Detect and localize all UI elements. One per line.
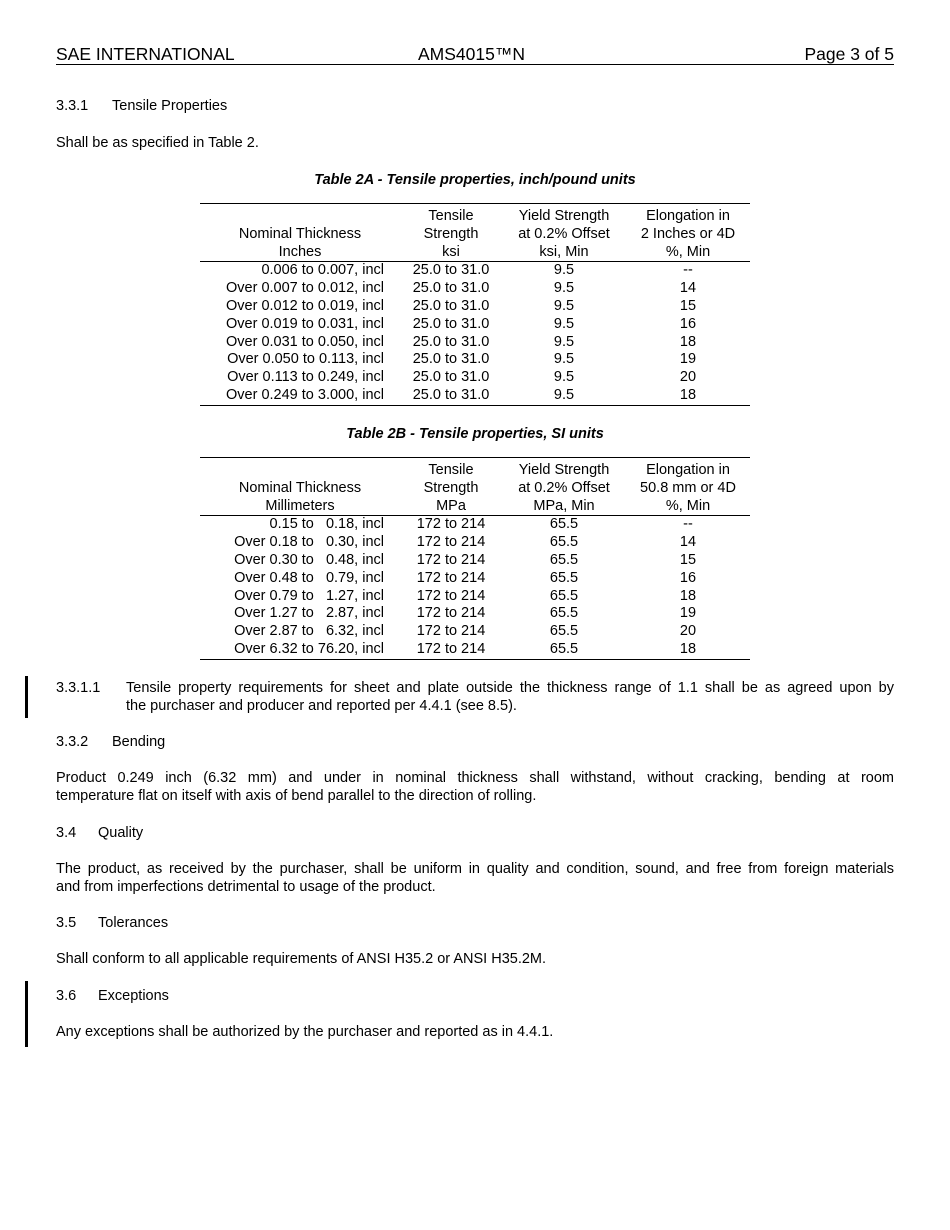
section-3-5-body: Shall conform to all applicable requirements of ANSI H35.2 or ANSI H35.2M. xyxy=(56,951,547,967)
table-header-row xyxy=(200,480,750,498)
table-cell: 0.006 to 0.007, incl xyxy=(261,262,384,279)
table-cell: 65.5 xyxy=(549,534,579,551)
table-row xyxy=(200,262,750,280)
column-header: Elongation in xyxy=(646,208,730,224)
section-3-3-1-heading xyxy=(56,97,227,115)
section-number: 3.6 xyxy=(56,988,77,1004)
table-2b-body xyxy=(200,516,750,659)
column-header: Yield Strength xyxy=(518,208,610,224)
column-header: %, Min xyxy=(626,498,750,516)
table-cell: 9.5 xyxy=(553,369,575,386)
table-cell: 18 xyxy=(626,387,750,405)
paragraph-line: temperature flat on itself with axis of bend parallel to the direction of rolling. xyxy=(56,788,537,804)
table-cell: 172 to 214 xyxy=(400,641,502,659)
table-cell: 15 xyxy=(679,551,697,568)
column-header: Strength xyxy=(423,225,479,242)
table-2a-caption: Table 2A - Tensile properties, inch/pound units xyxy=(314,172,636,188)
table-row xyxy=(200,570,750,588)
table-row xyxy=(200,605,750,623)
table-cell: Over 0.012 to 0.019, incl xyxy=(226,297,384,314)
table-cell: Over 6.32 to 76.20, incl xyxy=(200,641,400,659)
column-header: 2 Inches or 4D xyxy=(640,225,736,242)
header-org: SAE INTERNATIONAL xyxy=(56,44,235,64)
table-cell: -- xyxy=(683,516,693,533)
header-doc-number: AMS4015™N xyxy=(418,44,525,64)
table-row xyxy=(200,534,750,552)
table-cell: 65.5 xyxy=(549,516,579,533)
section-title: Quality xyxy=(98,825,144,841)
table-2a-body xyxy=(200,262,750,405)
section-title: Bending xyxy=(112,734,166,750)
section-3-4-heading xyxy=(56,824,143,842)
section-3-3-1-body: Shall be as specified in Table 2. xyxy=(56,135,259,151)
table-cell: Over 0.007 to 0.012, incl xyxy=(226,280,384,297)
table-row xyxy=(200,516,750,534)
table-cell: 65.5 xyxy=(502,641,626,659)
table-cell: Over 0.050 to 0.113, incl xyxy=(227,351,384,368)
section-3-4-body xyxy=(56,860,894,896)
column-header: Strength xyxy=(423,479,479,496)
table-cell: 20 xyxy=(679,369,697,386)
section-number: 3.3.1.1 xyxy=(56,680,101,696)
table-2a xyxy=(200,203,750,406)
page-header xyxy=(56,44,894,65)
table-cell: Over 1.27 to 2.87, incl xyxy=(234,605,384,622)
change-bar xyxy=(25,981,28,1047)
section-number: 3.4 xyxy=(56,825,77,841)
table-cell: 18 xyxy=(679,333,697,350)
column-header: Inches xyxy=(200,244,400,262)
section-number: 3.5 xyxy=(56,915,77,931)
table-2b xyxy=(200,457,750,660)
column-header xyxy=(200,208,400,226)
section-3-6-body: Any exceptions shall be authorized by the purchaser and reported as in 4.4.1. xyxy=(56,1024,554,1040)
table-cell: 16 xyxy=(679,569,697,586)
table-cell: 14 xyxy=(679,534,697,551)
table-cell: Over 0.79 to 1.27, incl xyxy=(234,587,384,604)
table-cell: 65.5 xyxy=(549,605,579,622)
table-cell: 18 xyxy=(626,641,750,659)
table-cell: Over 0.019 to 0.031, incl xyxy=(226,315,384,332)
table-cell: 9.5 xyxy=(553,333,575,350)
column-header: Tensile xyxy=(428,462,474,478)
table-cell: 25.0 to 31.0 xyxy=(412,333,490,350)
table-cell: 9.5 xyxy=(553,297,575,314)
section-3-3-2-body xyxy=(56,769,894,805)
table-row xyxy=(200,369,750,387)
table-2b-header xyxy=(200,458,750,516)
table-cell: 172 to 214 xyxy=(416,551,486,568)
table-header-row xyxy=(200,208,750,226)
column-header: Nominal Thickness xyxy=(238,225,362,242)
table-cell: 25.0 to 31.0 xyxy=(412,315,490,332)
section-3-5-heading xyxy=(56,914,168,932)
table-cell: 172 to 214 xyxy=(416,623,486,640)
table-cell: 9.5 xyxy=(502,387,626,405)
table-cell: 25.0 to 31.0 xyxy=(412,369,490,386)
paragraph-line: The product, as received by the purchaser, shall be uniform in quality and condition, sound, and free from foreign materials xyxy=(56,861,894,877)
column-header: Tensile xyxy=(428,208,474,224)
table-cell: 9.5 xyxy=(553,315,575,332)
table-cell: 172 to 214 xyxy=(416,516,486,533)
table-cell: 172 to 214 xyxy=(416,605,486,622)
table-cell: 25.0 to 31.0 xyxy=(412,262,490,279)
table-cell: 9.5 xyxy=(553,351,575,368)
table-cell: 65.5 xyxy=(549,587,579,604)
table-cell: 65.5 xyxy=(549,551,579,568)
table-cell: Over 0.48 to 0.79, incl xyxy=(234,569,384,586)
column-header: at 0.2% Offset xyxy=(518,225,610,242)
column-header: Elongation in xyxy=(646,462,730,478)
table-cell: 65.5 xyxy=(549,569,579,586)
column-header: Nominal Thickness xyxy=(238,479,362,496)
table-cell: 25.0 to 31.0 xyxy=(412,351,490,368)
table-row xyxy=(200,351,750,369)
table-cell: 16 xyxy=(679,315,697,332)
table-header-row xyxy=(200,462,750,480)
table-row xyxy=(200,316,750,334)
column-header: MPa xyxy=(400,498,502,516)
column-header: MPa, Min xyxy=(502,498,626,516)
table-cell: Over 0.18 to 0.30, incl xyxy=(234,534,384,551)
column-header: Millimeters xyxy=(200,498,400,516)
table-row xyxy=(200,552,750,570)
header-page-number: Page 3 of 5 xyxy=(804,44,894,64)
table-cell: Over 0.30 to 0.48, incl xyxy=(234,551,384,568)
table-cell: 20 xyxy=(679,623,697,640)
section-title: Tensile Properties xyxy=(112,98,228,114)
section-title: Tolerances xyxy=(98,915,169,931)
table-cell: 18 xyxy=(679,587,697,604)
column-header: at 0.2% Offset xyxy=(518,479,610,496)
table-cell: 9.5 xyxy=(553,262,575,279)
table-cell: 172 to 214 xyxy=(416,587,486,604)
table-cell: 14 xyxy=(679,280,697,297)
column-header: %, Min xyxy=(626,244,750,262)
table-cell: Over 0.031 to 0.050, incl xyxy=(226,333,384,350)
table-cell: 19 xyxy=(679,605,697,622)
table-2a-header xyxy=(200,204,750,262)
table-cell: 9.5 xyxy=(553,280,575,297)
table-row xyxy=(200,588,750,606)
table-header-row xyxy=(200,244,750,262)
section-number: 3.3.2 xyxy=(56,734,89,750)
section-3-3-2-heading xyxy=(56,733,165,751)
section-3-6-heading xyxy=(56,987,169,1005)
column-header: ksi, Min xyxy=(502,244,626,262)
change-bar xyxy=(25,676,28,718)
table-cell: Over 0.249 to 3.000, incl xyxy=(200,387,400,405)
table-2b-caption: Table 2B - Tensile properties, SI units xyxy=(346,426,604,442)
table-cell: 0.15 to 0.18, incl xyxy=(269,516,384,533)
table-cell: 19 xyxy=(679,351,697,368)
paragraph-line: Product 0.249 inch (6.32 mm) and under in nominal thickness shall withstand, without cracking, bending at room xyxy=(56,770,894,786)
table-cell: 25.0 to 31.0 xyxy=(412,297,490,314)
column-header: ksi xyxy=(400,244,502,262)
paragraph-line: the purchaser and producer and reported per 4.4.1 (see 8.5). xyxy=(126,698,517,714)
column-header: 50.8 mm or 4D xyxy=(640,479,736,496)
table-row xyxy=(200,623,750,641)
table-row xyxy=(200,641,750,659)
table-cell: Over 0.113 to 0.249, incl xyxy=(227,369,384,386)
table-cell: 65.5 xyxy=(549,623,579,640)
table-header-row xyxy=(200,498,750,516)
column-header xyxy=(200,462,400,480)
section-number: 3.3.1 xyxy=(56,98,89,114)
table-row xyxy=(200,280,750,298)
table-row xyxy=(200,334,750,352)
table-cell: -- xyxy=(683,262,693,279)
table-cell: 172 to 214 xyxy=(416,569,486,586)
column-header: Yield Strength xyxy=(518,462,610,478)
table-row xyxy=(200,298,750,316)
table-cell: 15 xyxy=(679,297,697,314)
table-header-row xyxy=(200,226,750,244)
table-cell: 25.0 to 31.0 xyxy=(412,280,490,297)
table-cell: 172 to 214 xyxy=(416,534,486,551)
table-cell: Over 2.87 to 6.32, incl xyxy=(234,623,384,640)
paragraph-line: and from imperfections detrimental to usage of the product. xyxy=(56,879,436,895)
table-row xyxy=(200,387,750,405)
section-title: Exceptions xyxy=(98,988,169,1004)
table-cell: 25.0 to 31.0 xyxy=(400,387,502,405)
paragraph-line: Tensile property requirements for sheet and plate outside the thickness range of 1.1 shall be as agreed upon by xyxy=(126,680,894,696)
